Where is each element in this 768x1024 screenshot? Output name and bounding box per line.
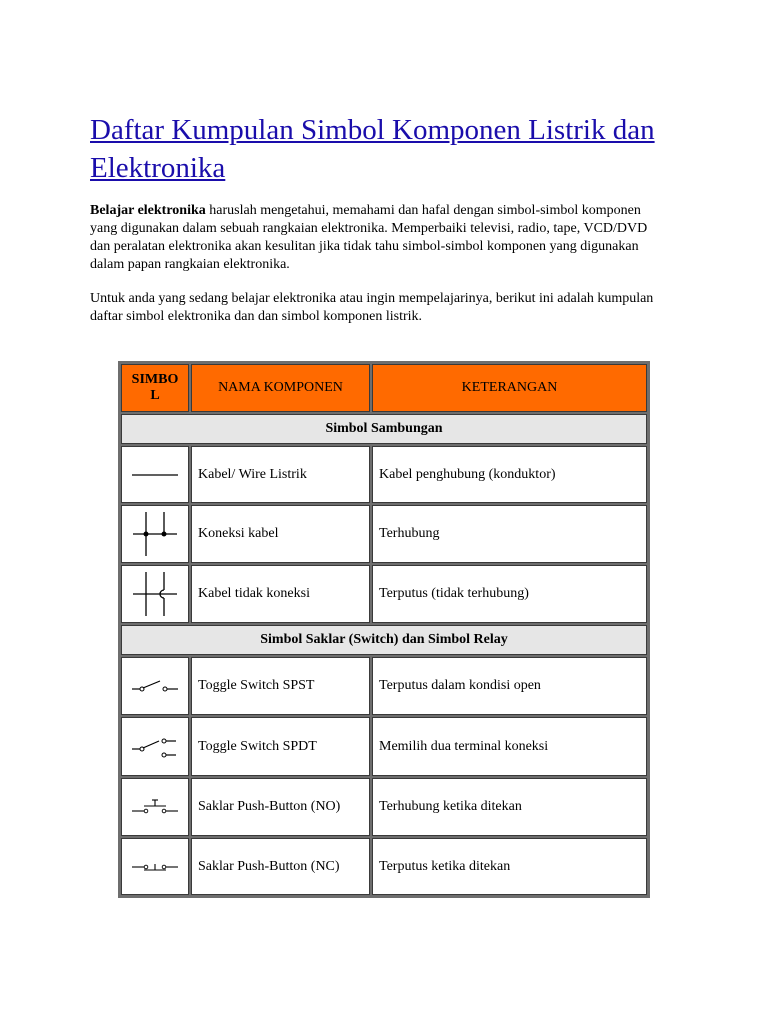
component-description: Terputus dalam kondisi open xyxy=(372,657,647,715)
component-name: Kabel/ Wire Listrik xyxy=(191,446,370,503)
component-description: Terputus (tidak terhubung) xyxy=(372,565,647,623)
header-symbol xyxy=(121,364,189,412)
component-description: Terhubung ketika ditekan xyxy=(372,778,647,836)
symbol-cell xyxy=(121,565,189,623)
intro-text: haruslah mengetahui, memahami dan hafal dengan simbol-simbol komponen yang digunakan dalam sebuah rangkaian elektronika. Memperbaiki televisi, radio, tape, VCD/DVD dan peralatan elektronika akan kesulitan jika tidak tahu simbol-simbol komponen yang digunakan dalam papan rangkaian elektronika. xyxy=(90,203,648,272)
component-description: Terputus ketika ditekan xyxy=(372,838,647,895)
symbol-cell xyxy=(121,717,189,776)
push-button-nc-symbol-icon xyxy=(130,857,180,877)
symbol-cell xyxy=(121,446,189,503)
component-description: Kabel penghubung (konduktor) xyxy=(372,446,647,503)
section-title: Simbol Sambungan xyxy=(121,414,647,444)
header-symbol-label: SIMBOL xyxy=(131,372,179,403)
component-name: Kabel tidak koneksi xyxy=(191,565,370,623)
symbol-cell xyxy=(121,778,189,836)
page-title[interactable]: Daftar Kumpulan Simbol Komponen Listrik dan Elektronika xyxy=(90,114,655,184)
symbol-cell xyxy=(121,505,189,563)
intro-bold: Belajar elektronika xyxy=(90,203,206,218)
header-description: KETERANGAN xyxy=(372,364,647,412)
component-name: Koneksi kabel xyxy=(191,505,370,563)
connected-wire-symbol-icon xyxy=(130,509,180,559)
component-name: Toggle Switch SPST xyxy=(191,657,370,715)
intro-paragraph xyxy=(90,202,660,274)
push-button-no-symbol-icon xyxy=(130,797,180,817)
symbol-table xyxy=(118,361,650,898)
symbol-cell xyxy=(121,657,189,715)
component-name: Toggle Switch SPDT xyxy=(191,717,370,776)
spdt-switch-symbol-icon xyxy=(130,735,180,759)
second-paragraph: Untuk anda yang sedang belajar elektronika atau ingin mempelajarinya, berikut ini adalah kumpulan daftar simbol elektronika dan dan simbol komponen listrik. xyxy=(90,291,654,324)
spst-switch-symbol-icon xyxy=(130,676,180,696)
component-description: Memilih dua terminal koneksi xyxy=(372,717,647,776)
component-name: Saklar Push-Button (NC) xyxy=(191,838,370,895)
component-description: Terhubung xyxy=(372,505,647,563)
symbol-cell xyxy=(121,838,189,895)
component-name: Saklar Push-Button (NO) xyxy=(191,778,370,836)
unconnected-wire-symbol-icon xyxy=(130,569,180,619)
wire-symbol-icon xyxy=(130,465,180,485)
header-name: NAMA KOMPONEN xyxy=(191,364,370,412)
section-title: Simbol Saklar (Switch) dan Simbol Relay xyxy=(121,625,647,655)
